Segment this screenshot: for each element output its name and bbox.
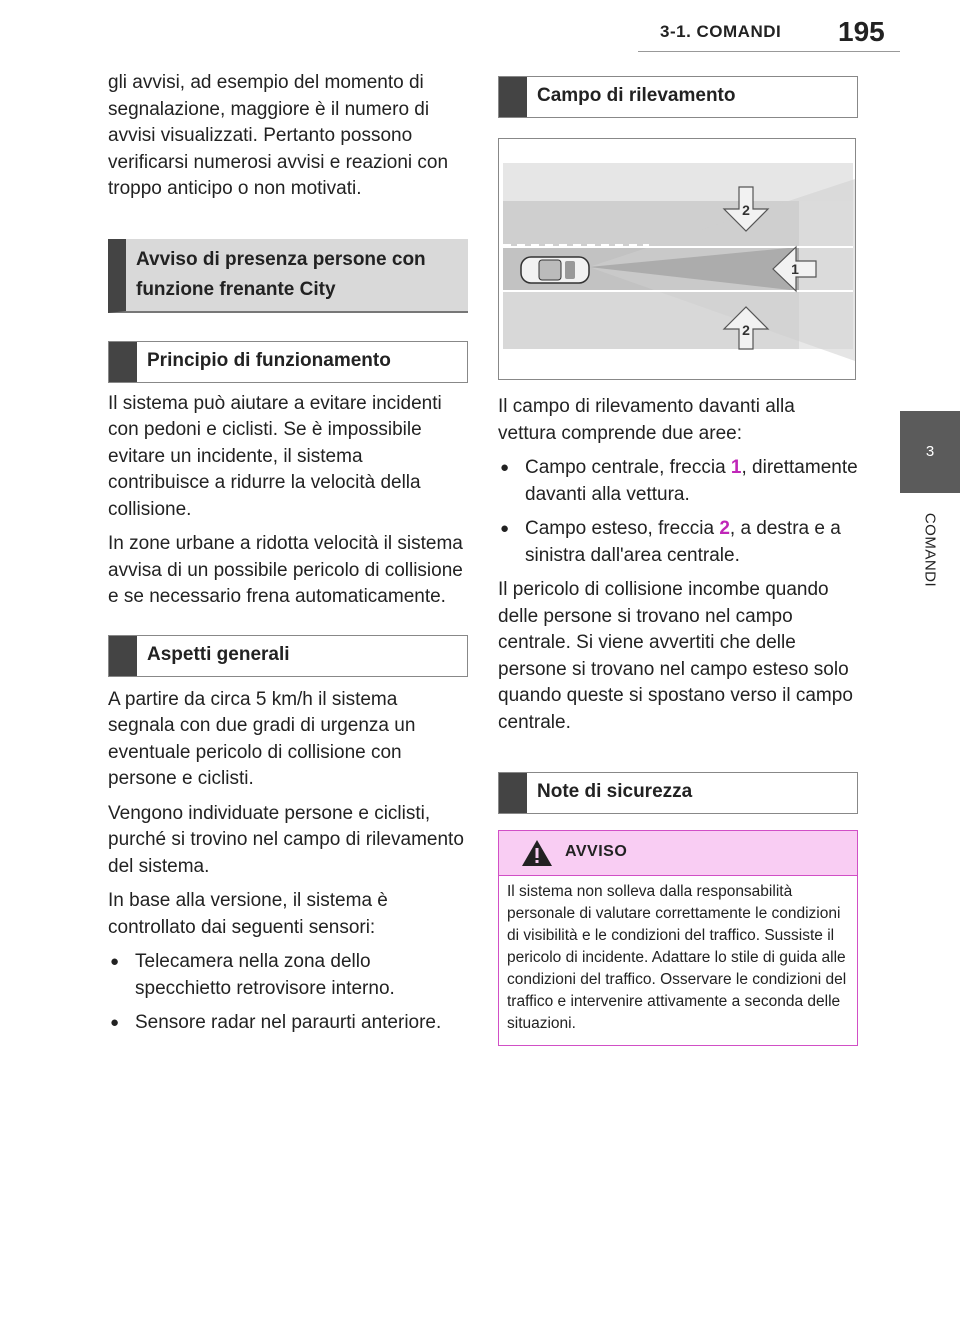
bullet-item [498,455,858,508]
heading-field-text: Campo di rilevamento [537,85,736,106]
heading-safety-text: Note di sicurezza [537,781,693,802]
warning-header [499,831,857,876]
general-paragraph-2: Vengono individuate persone e ciclisti, purché si trovino nel campo di rilevamento del sistema. [108,802,464,877]
heading-bar [109,636,137,676]
section-heading: Avviso di presenza persone con funzione frenante City [108,239,468,313]
heading-bar [499,77,527,117]
bullet-text: Campo centrale, freccia [525,457,731,478]
header-divider [638,51,900,52]
bullet-item: ● Sensore radar nel paraurti anteriore. [108,1010,468,1037]
principle-paragraph-1: Il sistema può aiutare a evitare incidenti con pedoni e ciclisti. Se è impossibile evitare un incidente, il sistema contribuisce a ridurre la velocità della collisione. [108,392,442,520]
heading-general-text: Aspetti generali [147,643,290,665]
car-icon [521,257,589,283]
heading-principle-text: Principio di funzionamento [147,349,391,371]
arrow-label: 2 [742,202,750,218]
detection-field-illustration [499,139,855,379]
heading-bar [109,342,137,382]
arrow-reference-2: 2 [719,518,730,539]
warning-text: Il sistema non solleva dalla responsabilità personale di valutare correttamente le condizioni di visibilità e le condizioni del traffico. Sussiste il pericolo di incidente. Adattare lo stile di guida alle condizioni del traffico. Osservare le condizioni del traffico e intervenire attivamente a seconda delle situazioni. [507,883,847,1032]
intro-paragraph: gli avvisi, ad esempio del momento di segnalazione, maggiore è il numero di avvisi visualizzati. Pertanto possono verificarsi numerosi avvisi e reazioni con troppo anticipo o non motivati. [108,72,449,199]
arrow-reference-1: 1 [730,457,742,478]
heading-field [498,76,858,118]
principle-paragraph-2: In zone urbane a ridotta velocità il sistema avvisa di un possibile pericolo di collisione e se necessario frena automaticamente. [108,533,463,607]
warning-label: AVVISO [565,843,628,860]
warning-box [498,830,858,1046]
general-paragraph-3: In base alla versione, il sistema è controllato dai seguenti sensori: [108,890,388,938]
bullet-text: Campo esteso, freccia [525,518,720,539]
field-paragraph-1: Il campo di rilevamento davanti alla vettura comprende due aree: [498,396,795,444]
section-title-header: 3-1. COMANDI [660,22,782,41]
arrow-label: 2 [742,322,750,338]
bullet-item: ● Telecamera nella zona dello specchietto retrovisore interno. [108,949,468,1002]
arrow-label: 1 [791,261,799,277]
warning-triangle-icon [521,839,553,867]
heading-principle [108,341,468,383]
heading-safety [498,772,858,814]
chapter-tab: 3 [900,411,960,493]
heading-general [108,635,468,677]
bullet-text: , direttamente davanti alla vettura. [525,457,858,505]
detection-field-diagram [498,138,856,380]
road-verge-top [503,163,853,201]
bullet-text: , a destra e a sinistra dall'area centrale. [525,518,841,566]
chapter-label [905,505,955,595]
left-column [108,70,468,1045]
general-paragraph-1: A partire da circa 5 km/h il sistema segnala con due gradi di urgenza un eventuale pericolo di collisione con persone e ciclisti. [108,688,416,789]
heading-bar [499,773,527,813]
right-column [498,70,858,1046]
bullet-item [498,516,858,569]
chapter-label-text: COMANDI [921,512,939,588]
page-number: 195 [838,16,885,47]
field-paragraph-2: Il pericolo di collisione incombe quando delle persone si trovano nel campo centrale. Si viene avvertiti che delle persone si trovano nel campo esteso solo quando queste si spostano verso il campo centrale. [498,579,853,733]
